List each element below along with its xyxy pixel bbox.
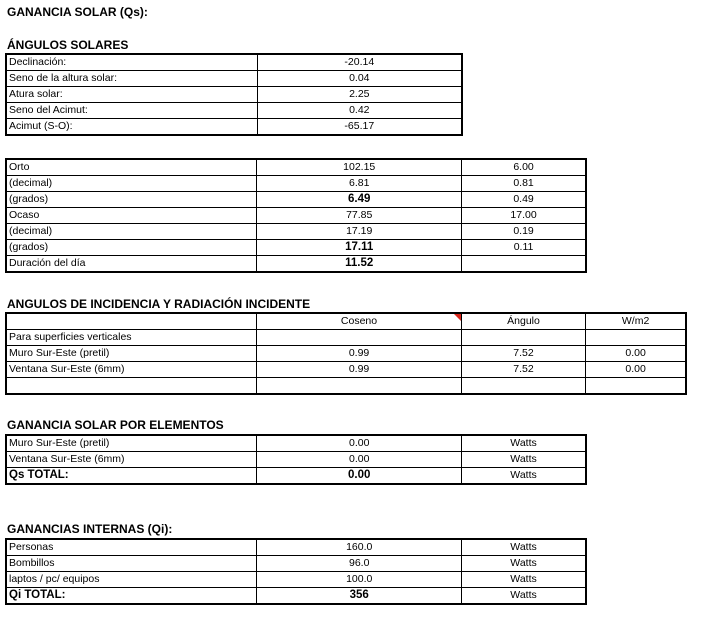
empty-cell[interactable] <box>461 378 585 395</box>
elementos-heading: GANANCIA SOLAR POR ELEMENTOS <box>7 418 224 432</box>
angulo-value[interactable]: 7.52 <box>461 362 585 378</box>
empty-cell[interactable] <box>461 330 585 346</box>
column-header <box>6 313 257 330</box>
table-row <box>6 119 462 136</box>
row-unit: Watts <box>462 435 586 452</box>
row-unit: Watts <box>462 588 586 605</box>
row-value[interactable]: 11.52 <box>257 256 462 273</box>
empty-cell[interactable] <box>586 330 686 346</box>
table-row <box>6 71 462 87</box>
empty-cell[interactable] <box>257 378 462 395</box>
row-unit: Watts <box>462 556 586 572</box>
row-unit: Watts <box>462 539 586 556</box>
table-row <box>6 240 586 256</box>
table-row <box>6 539 586 556</box>
row-value[interactable]: 0.00 <box>257 435 462 452</box>
row-label: Muro Sur-Este (pretil) <box>6 435 257 452</box>
row-value[interactable]: 17.19 <box>257 224 462 240</box>
row-label: Atura solar: <box>6 87 257 103</box>
row-value-2[interactable]: 6.00 <box>462 159 586 176</box>
row-value[interactable]: 0.00 <box>257 452 462 468</box>
row-value[interactable]: 6.81 <box>257 176 462 192</box>
table-row <box>6 452 586 468</box>
row-value[interactable]: -65.17 <box>257 119 462 136</box>
comment-indicator-icon[interactable] <box>454 314 461 321</box>
table-row <box>6 208 586 224</box>
row-value[interactable]: 102.15 <box>257 159 462 176</box>
row-label: (decimal) <box>6 176 257 192</box>
table-row <box>6 103 462 119</box>
section-label: Para superficies verticales <box>6 330 257 346</box>
row-unit: Watts <box>462 572 586 588</box>
total-value[interactable]: 0.00 <box>257 468 462 485</box>
row-label: Orto <box>6 159 257 176</box>
row-label: Seno de la altura solar: <box>6 71 257 87</box>
wm2-value[interactable]: 0.00 <box>586 346 686 362</box>
table-row <box>6 330 686 346</box>
row-value-2[interactable]: 0.11 <box>462 240 586 256</box>
row-value[interactable]: 2.25 <box>257 87 462 103</box>
column-header-wm2: W/m2 <box>586 313 686 330</box>
row-value[interactable]: 0.42 <box>257 103 462 119</box>
table-row <box>6 435 586 452</box>
incidencia-heading: ANGULOS DE INCIDENCIA Y RADIACIÓN INCIDENTE <box>7 297 311 311</box>
table-header-row <box>6 313 686 330</box>
table-row <box>6 159 586 176</box>
row-label: Personas <box>6 539 257 556</box>
row-value[interactable]: 160.0 <box>257 539 462 556</box>
total-row <box>6 468 586 485</box>
table-row <box>6 572 586 588</box>
row-value[interactable]: 6.49 <box>257 192 462 208</box>
row-label: Duración del día <box>6 256 257 273</box>
incidencia-table <box>5 312 687 395</box>
table-row <box>6 256 586 273</box>
row-label: (grados) <box>6 192 257 208</box>
page-title: GANANCIA SOLAR (Qs): <box>7 5 148 19</box>
row-label: Ventana Sur-Este (6mm) <box>6 362 257 378</box>
row-value-2[interactable]: 0.49 <box>462 192 586 208</box>
angulos-table <box>5 53 463 136</box>
row-label: (decimal) <box>6 224 257 240</box>
angulo-value[interactable]: 7.52 <box>461 346 585 362</box>
row-label: Ocaso <box>6 208 257 224</box>
table-row <box>6 224 586 240</box>
row-value[interactable]: 17.11 <box>257 240 462 256</box>
empty-cell[interactable] <box>6 378 257 395</box>
row-value-2[interactable] <box>462 256 586 273</box>
table-row <box>6 378 686 395</box>
column-header-coseno: Coseno <box>257 313 462 330</box>
row-unit: Watts <box>462 468 586 485</box>
row-label: (grados) <box>6 240 257 256</box>
row-value[interactable]: 77.85 <box>257 208 462 224</box>
orto-ocaso-table <box>5 158 587 273</box>
row-value[interactable]: -20.14 <box>257 54 462 71</box>
table-row <box>6 87 462 103</box>
table-row <box>6 362 686 378</box>
coseno-value[interactable]: 0.99 <box>257 346 462 362</box>
total-label: Qs TOTAL: <box>6 468 257 485</box>
total-row <box>6 588 586 605</box>
total-label: Qi TOTAL: <box>6 588 257 605</box>
internas-heading: GANANCIAS INTERNAS (Qi): <box>7 522 173 536</box>
wm2-value[interactable]: 0.00 <box>586 362 686 378</box>
row-label: Acimut (S-O): <box>6 119 257 136</box>
empty-cell[interactable] <box>586 378 686 395</box>
table-row <box>6 556 586 572</box>
empty-cell[interactable] <box>257 330 462 346</box>
table-row <box>6 192 586 208</box>
coseno-value[interactable]: 0.99 <box>257 362 462 378</box>
row-label: Seno del Acimut: <box>6 103 257 119</box>
row-value[interactable]: 100.0 <box>257 572 462 588</box>
row-label: laptos / pc/ equipos <box>6 572 257 588</box>
row-value-2[interactable]: 0.19 <box>462 224 586 240</box>
internas-table <box>5 538 587 605</box>
row-unit: Watts <box>462 452 586 468</box>
table-row <box>6 54 462 71</box>
column-header-angulo: Ángulo <box>461 313 585 330</box>
row-label: Bombillos <box>6 556 257 572</box>
row-value-2[interactable]: 17.00 <box>462 208 586 224</box>
row-label: Declinación: <box>6 54 257 71</box>
row-value[interactable]: 96.0 <box>257 556 462 572</box>
table-row <box>6 176 586 192</box>
table-row <box>6 346 686 362</box>
angulos-heading: ÁNGULOS SOLARES <box>7 38 129 52</box>
elementos-table <box>5 434 587 485</box>
row-label: Muro Sur-Este (pretil) <box>6 346 257 362</box>
total-value[interactable]: 356 <box>257 588 462 605</box>
row-value[interactable]: 0.04 <box>257 71 462 87</box>
row-label: Ventana Sur-Este (6mm) <box>6 452 257 468</box>
row-value-2[interactable]: 0.81 <box>462 176 586 192</box>
